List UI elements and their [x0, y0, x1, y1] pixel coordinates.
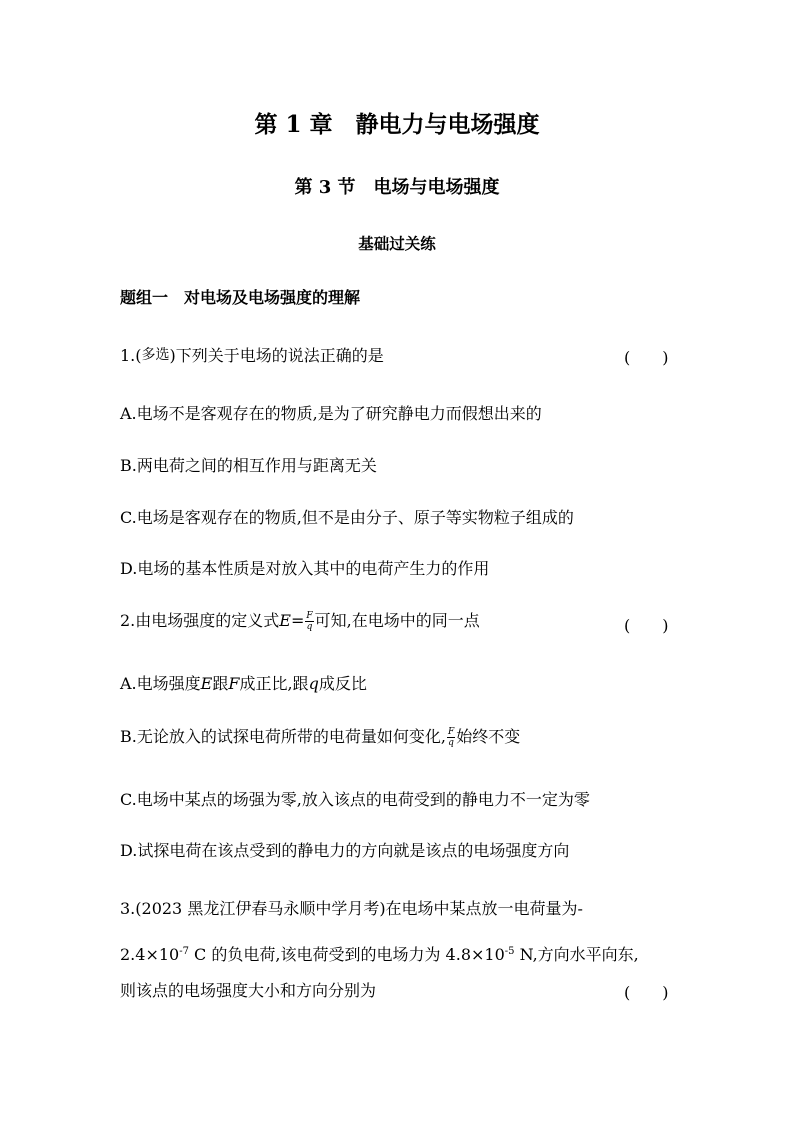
option-a-text-3: 成正比,跟 [239, 674, 309, 693]
question-1-tag: 多选 [141, 347, 170, 363]
option-a-var-f: F [228, 674, 240, 693]
option-a-text-2: 跟 [212, 674, 229, 693]
question-2-text-post: 可知,在电场中的同一点 [314, 611, 480, 630]
option-a-text-1: A.电场强度 [120, 674, 201, 693]
question-1-option-c: C.电场是客观存在的物质,但不是由分子、原子等实物粒子组成的 [120, 508, 574, 527]
option-b-fraction [447, 727, 455, 748]
option-a-var-e: E [200, 674, 213, 693]
question-2-option-c: C.电场中某点的场强为零,放入该点的电荷受到的静电力不一定为零 [120, 790, 590, 809]
question-2-fraction [305, 611, 313, 632]
question-2-text-pre: 2.由电场强度的定义式 [120, 611, 280, 630]
question-2-option-b [120, 724, 520, 748]
fraction-numerator: F [306, 611, 313, 621]
question-1-stem [120, 343, 384, 366]
question-1-option-a: A.电场不是客观存在的物质,是为了研究静电力而假想出来的 [120, 404, 542, 423]
fraction-denominator: q [306, 622, 313, 632]
option-b-text-post: 始终不变 [456, 727, 521, 746]
fraction-denominator: q [448, 738, 454, 748]
question-2-answer-paren: ( ) [624, 616, 669, 635]
section-title: 第 3 节 电场与电场强度 [294, 177, 500, 198]
option-b-text-pre: B.无论放入的试探电荷所带的电荷量如何变化, [120, 727, 446, 746]
fraction-numerator: F [447, 727, 455, 737]
question-2-formula-lhs: E= [279, 611, 305, 630]
force-text: C 的负电荷,该电荷受到的电场力为 4.8×10 [188, 945, 505, 964]
direction-text: N,方向水平向东, [514, 945, 639, 964]
question-2-stem [120, 608, 480, 632]
question-2-option-a [120, 671, 367, 694]
option-a-var-q: q [308, 674, 319, 693]
question-1-option-b: B.两电荷之间的相互作用与距离无关 [120, 456, 377, 475]
question-3-line-1: 3.(2023 黑龙江伊春马永顺中学月考)在电场中某点放一电荷量为- [120, 899, 583, 918]
force-exponent: -5 [504, 946, 515, 957]
question-3-line-2 [120, 942, 639, 965]
question-1-answer-paren: ( ) [624, 348, 669, 367]
chapter-title: 第 1 章 静电力与电场强度 [254, 111, 540, 138]
question-1-number: 1.( [120, 346, 142, 365]
question-3-line-3: 则该点的电场强度大小和方向分别为 [120, 981, 377, 1000]
charge-exponent: -7 [179, 946, 189, 957]
question-2-option-d: D.试探电荷在该点受到的静电力的方向就是该点的电场强度方向 [120, 841, 570, 860]
option-a-text-4: 成反比 [318, 674, 367, 693]
question-1-text: )下列关于电场的说法正确的是 [169, 346, 384, 365]
question-3-answer-paren: ( ) [624, 983, 669, 1002]
group-title: 题组一 对电场及电场强度的理解 [120, 288, 361, 307]
question-1-option-d: D.电场的基本性质是对放入其中的电荷产生力的作用 [120, 559, 490, 578]
charge-value: 2.4×10 [120, 945, 180, 964]
exercise-subtitle: 基础过关练 [358, 234, 436, 253]
